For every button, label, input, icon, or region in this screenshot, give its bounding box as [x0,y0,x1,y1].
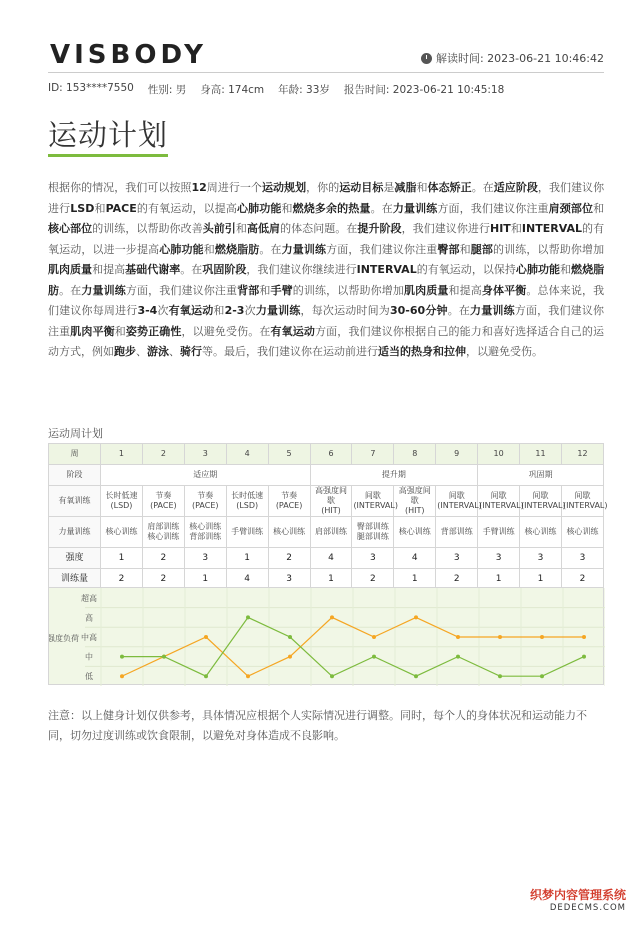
highlight-text: 肌肉质量 [48,263,93,276]
text-segment: 方面，我们建议你注重 [48,304,605,338]
text-segment: 的体态问题。在 [280,222,358,235]
y-tick-label: 超高 [81,593,97,603]
user-gender: 性别: 男 [147,84,187,96]
text-segment: 的有氧运动，以进一步提高 [48,222,605,256]
text-segment: 等。最后，我们建议你在运动前进行 [202,345,378,358]
intensity-cell: 2 [268,548,310,569]
data-point [330,615,334,619]
data-point [372,655,376,659]
highlight-text: 燃烧多余的热量 [292,201,371,215]
highlight-text: 2-3 [224,304,245,317]
highlight-text: 有氧运动 [270,324,315,338]
highlight-text: 3-4 [137,304,158,317]
week-cell: 3 [184,444,226,465]
week-label: 周 [49,444,101,465]
aerobic-cell: 间歇 (INTERVAL) [352,486,394,517]
data-point [288,655,292,659]
highlight-text: 姿势正确性 [125,324,182,338]
data-point [582,635,586,639]
data-point [372,635,376,639]
text-segment: 和 [203,242,215,256]
text-segment: 和 [213,304,225,317]
user-height: 身高: 174cm [200,84,265,96]
y-tick-label: 高 [85,613,93,623]
data-point [204,635,208,639]
highlight-text: 燃烧脂肪 [48,263,605,297]
watermark-line2: DEDECMS.COM [549,903,626,913]
clock-icon [421,53,432,64]
highlight-text: 运动规划 [261,181,307,194]
week-cell: 5 [268,444,310,465]
week-cell: 2 [142,444,184,465]
highlight-text: 身体平衡 [481,283,527,297]
data-point [456,655,460,659]
intensity-cell: 4 [310,548,352,569]
stage-cell: 适应期 [101,465,311,486]
text-segment: 、 [136,345,147,358]
text-segment: 和提高 [448,283,482,297]
aerobic-cell: 高强度间歇 (HIT) [394,486,436,517]
week-cell: 4 [226,444,268,465]
volume-cell: 1 [310,569,352,590]
data-point [246,615,250,619]
highlight-text: 30-60分钟 [389,304,448,317]
highlight-text: 运动目标 [339,181,384,194]
text-segment: 的训练，以帮助你改善 [92,222,203,235]
volume-cell: 1 [520,569,562,590]
week-cell: 9 [436,444,478,465]
highlight-text: 力量训练 [81,283,126,297]
intensity-cell: 3 [184,548,226,569]
strength-cell: 背部训练 [436,517,478,548]
text-segment: 。在 [471,181,494,194]
text-segment: 和 [94,201,106,215]
data-point [414,615,418,619]
volume-cell: 1 [394,569,436,590]
aerobic-cell: 长时低速 (LSD) [226,486,268,517]
volume-label: 训练量 [49,569,101,590]
highlight-text: 力量训练 [470,304,515,317]
text-segment: 是 [383,181,395,194]
highlight-text: 心肺功能 [515,263,561,276]
week-cell: 11 [520,444,562,465]
text-segment: 。在 [370,201,393,215]
intensity-cell: 2 [142,548,184,569]
text-segment: 次 [244,304,256,317]
brand-logo: VISBODY [50,40,207,70]
strength-cell: 核心训练 [394,517,436,548]
text-segment: ，我们建议你进行 [401,222,490,235]
user-info-row [48,82,504,97]
y-tick-label: 低 [85,672,93,682]
intensity-cell: 3 [520,548,562,569]
highlight-text: 头前引 [202,222,236,235]
strength-label: 力量训练 [49,517,101,548]
stage-cell: 提升期 [310,465,478,486]
text-segment: 根据你的情况，我们可以按照 [48,181,192,194]
data-point [330,674,334,678]
highlight-text: 力量训练 [392,201,438,215]
highlight-text: 提升阶段 [357,222,402,235]
strength-cell: 核心训练 背部训练 [184,517,226,548]
volume-cell: 1 [478,569,520,590]
y-tick-label: 中高 [81,633,97,642]
text-segment: 。总体来说，我们建议你每周进行 [48,283,605,317]
highlight-text: 骑行 [180,345,202,358]
week-cell: 1 [101,444,143,465]
text-segment: 的训练，以帮助你增加 [492,242,605,256]
data-point [246,674,250,678]
aerobic-cell: 高强度间歇 (HIT) [310,486,352,517]
text-segment: ，我们建议你继续进行 [246,263,357,276]
volume-cell: 3 [268,569,310,590]
text-segment: 的训练，以帮助你增加 [292,283,404,297]
text-segment: 和提高 [92,263,126,276]
week-cell: 10 [478,444,520,465]
intensity-cell: 4 [394,548,436,569]
volume-cell: 2 [436,569,478,590]
text-segment: 、 [169,345,180,358]
data-point [498,635,502,639]
y-tick-label: 中 [85,652,93,662]
highlight-text: 手臂 [270,283,293,297]
text-segment: 和 [459,242,471,256]
highlight-text: LSD [70,201,95,215]
y-axis-label: 强度负荷 [49,634,79,643]
highlight-text: 力量训练 [281,242,327,256]
intensity-cell: 3 [352,548,394,569]
highlight-text: 臀部 [437,242,460,256]
data-point [120,655,124,659]
volume-cell: 1 [184,569,226,590]
aerobic-cell: 间歇 (INTERVAL) [561,486,603,517]
strength-cell: 核心训练 [520,517,562,548]
highlight-text: 跑步 [114,345,136,358]
watermark-line1: 织梦内容管理系统 [529,888,626,902]
text-segment: 次 [157,304,169,317]
title-underline [48,154,168,157]
aerobic-cell: 间歇 (INTERVAL) [478,486,520,517]
aerobic-cell: 节奏 (PACE) [184,486,226,517]
text-segment: 。在 [259,242,282,256]
text-segment: 的有氧运动，以提高 [136,201,238,215]
text-segment: 方面，我们建议你注重 [437,201,549,215]
highlight-text: HIT [490,222,511,235]
data-point [456,635,460,639]
highlight-text: 核心部位 [48,222,93,235]
watermark [530,886,626,913]
highlight-text: INTERVAL [521,222,582,235]
week-cell: 12 [561,444,603,465]
strength-cell: 核心训练 [268,517,310,548]
data-point [498,674,502,678]
highlight-text: 基础代谢率 [125,263,181,276]
volume-cell: 4 [226,569,268,590]
strength-cell: 核心训练 [561,517,603,548]
text-segment: 方面，我们建议你注重 [326,242,438,256]
aerobic-row [49,486,604,517]
aerobic-cell: 节奏 (PACE) [268,486,310,517]
stage-label: 阶段 [49,465,101,486]
aerobic-label: 有氧训练 [49,486,101,517]
volume-cell: 2 [352,569,394,590]
text-segment: 和 [416,181,428,194]
text-segment: 。在 [180,263,203,276]
volume-cell: 2 [142,569,184,590]
volume-cell: 2 [101,569,143,590]
intensity-cell: 3 [561,548,603,569]
volume-cell: 2 [561,569,603,590]
stage-row [49,465,604,486]
highlight-text: 12 [191,181,207,194]
highlight-text: 心肺功能 [237,201,282,215]
highlight-text: 心肺功能 [159,242,204,256]
intensity-load-chart [48,587,604,685]
aerobic-cell: 间歇 (INTERVAL) [436,486,478,517]
strength-cell: 臀部训练 腿部训练 [352,517,394,548]
highlight-text: INTERVAL [356,263,417,276]
user-id: ID: 153****7550 [48,82,134,94]
text-segment: ，每次运动时间为 [300,304,390,317]
read-time [421,50,604,66]
intensity-cell: 3 [478,548,520,569]
data-point [540,635,544,639]
text-segment: ，以避免受伤。在 [181,324,271,338]
strength-cell: 肩部训练 核心训练 [142,517,184,548]
strength-cell: 核心训练 [101,517,143,548]
highlight-text: 适当的热身和拉伸 [378,345,466,358]
week-cell: 6 [310,444,352,465]
data-point [120,674,124,678]
week-row [49,444,604,465]
text-segment: 和 [281,201,293,215]
text-segment: 方面，我们建议你注重 [125,283,238,297]
read-time-text: 解读时间: 2023-06-21 10:46:42 [435,52,604,65]
text-segment: ，你的 [306,181,340,194]
load-chart-svg [49,588,605,686]
text-segment: 和 [114,324,126,338]
highlight-text: 腿部 [470,242,493,256]
highlight-text: 体态矫正 [427,181,472,194]
strength-cell: 手臂训练 [478,517,520,548]
strength-cell: 手臂训练 [226,517,268,548]
text-segment: 和 [593,201,605,215]
text-segment: 和 [560,263,572,276]
data-point [540,674,544,678]
highlight-text: 肌肉质量 [403,283,449,297]
highlight-text: 巩固阶段 [202,263,247,276]
text-segment: 的有氧运动，以保持 [416,263,516,276]
weekly-plan-table [48,443,608,590]
highlight-text: 有氧运动 [168,304,214,317]
data-point [414,674,418,678]
highlight-text: 肩颈部位 [548,201,594,215]
highlight-text: 减脂 [394,181,417,194]
data-point [162,655,166,659]
aerobic-cell: 长时低速 (LSD) [101,486,143,517]
intensity-cell: 1 [226,548,268,569]
plan-description [48,178,604,363]
text-segment: 和 [259,283,271,297]
weekly-plan-title: 运动周计划 [48,427,103,440]
data-point [204,674,208,678]
header-divider [48,72,604,73]
disclaimer-note: 注意：以上健身计划仅供参考，具体情况应根据个人实际情况进行调整。同时，每个人的身体状况和运动能力不同，切勿过度训练或饮食限制，以避免对身体造成不良影响。 [48,709,587,742]
data-point [288,635,292,639]
text-segment: 周进行一个 [206,181,262,194]
intensity-cell: 1 [101,548,143,569]
text-segment: ，以避免受伤。 [466,345,543,358]
highlight-text: 肌肉平衡 [70,324,115,338]
highlight-text: 适应阶段 [493,181,538,194]
text-segment: 和 [235,222,247,235]
intensity-label: 强度 [49,548,101,569]
text-segment: 方面，我们建议你根据自己的能力和喜好选择适合自己的运动方式，例如 [48,324,605,358]
intensity-row [49,548,604,569]
highlight-text: 力量训练 [255,304,301,317]
intensity-cell: 3 [436,548,478,569]
user-age: 年龄: 33岁 [278,84,330,96]
week-cell: 7 [352,444,394,465]
text-segment: 。在 [59,283,82,297]
data-point [582,655,586,659]
text-segment: 。在 [447,304,471,317]
report-time: 报告时间: 2023-06-21 10:45:18 [343,84,505,96]
highlight-text: 高低肩 [246,222,281,235]
aerobic-cell: 间歇 (INTERVAL) [520,486,562,517]
week-cell: 8 [394,444,436,465]
page-title: 运动计划 [48,118,169,152]
aerobic-cell: 节奏 (PACE) [142,486,184,517]
strength-cell: 肩部训练 [310,517,352,548]
stage-cell: 巩固期 [478,465,604,486]
strength-row [49,517,604,548]
highlight-text: 燃烧脂肪 [214,242,260,256]
highlight-text: PACE [105,201,137,215]
text-segment: 和 [510,222,522,235]
text-segment: ，我们建议你进行 [48,181,605,215]
highlight-text: 背部 [237,283,260,297]
highlight-text: 游泳 [147,345,169,358]
